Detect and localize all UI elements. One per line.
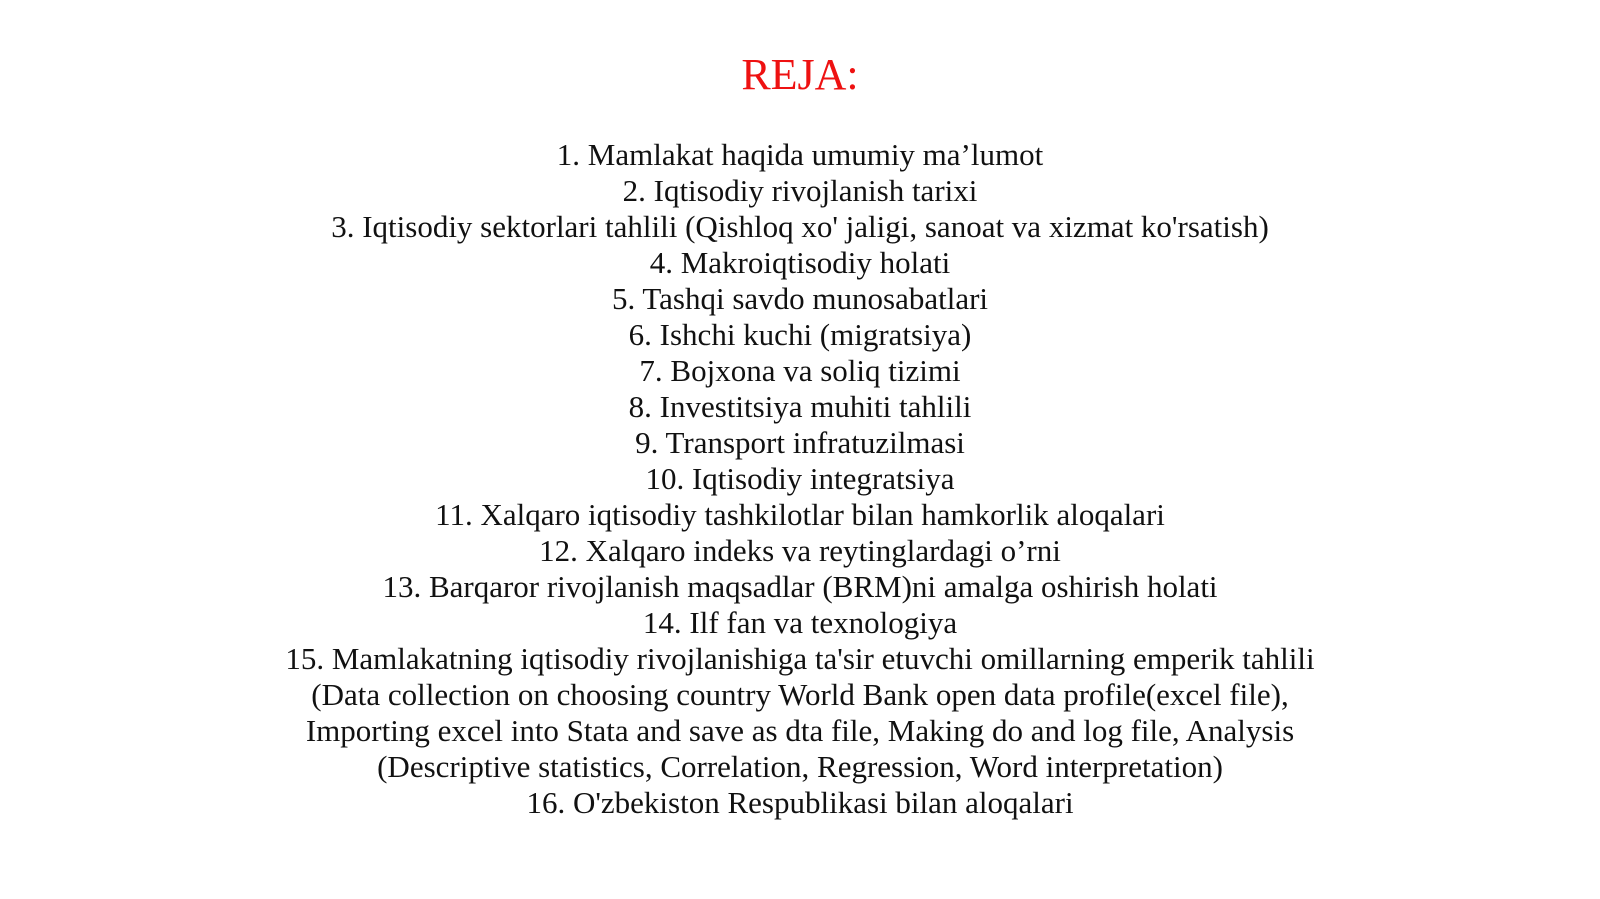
plan-item-continuation: (Data collection on choosing country World Bank open data profile(excel file),	[311, 677, 1289, 712]
plan-item: 2. Iqtisodiy rivojlanish tarixi	[622, 173, 978, 208]
plan-item: 12. Xalqaro indeks va reytinglardagi o’rni	[539, 533, 1061, 568]
plan-item: 16. O'zbekiston Respublikasi bilan aloqalari	[526, 785, 1074, 820]
plan-item: 4. Makroiqtisodiy holati	[649, 245, 951, 280]
slide-title: REJA:	[741, 50, 859, 99]
plan-item: 6. Ishchi kuchi (migratsiya)	[628, 317, 972, 352]
plan-item: 8. Investitsiya muhiti tahlili	[628, 389, 972, 424]
plan-item: 7. Bojxona va soliq tizimi	[639, 353, 961, 388]
plan-list	[100, 137, 1500, 821]
plan-item: 11. Xalqaro iqtisodiy tashkilotlar bilan hamkorlik aloqalari	[435, 497, 1165, 532]
plan-item-continuation: (Descriptive statistics, Correlation, Regression, Word interpretation)	[377, 749, 1223, 784]
plan-item: 1. Mamlakat haqida umumiy ma’lumot	[556, 137, 1044, 172]
plan-item: 9. Transport infratuzilmasi	[635, 425, 965, 460]
plan-item: 15. Mamlakatning iqtisodiy rivojlanishiga ta'sir etuvchi omillarning emperik tahlili	[285, 641, 1315, 676]
plan-item: 13. Barqaror rivojlanish maqsadlar (BRM)ni amalga oshirish holati	[382, 569, 1218, 604]
plan-item: 5. Tashqi savdo munosabatlari	[611, 281, 989, 316]
plan-item: 3. Iqtisodiy sektorlari tahlili (Qishloq xo' jaligi, sanoat va xizmat ko'rsatish)	[331, 209, 1269, 244]
plan-item: 14. Ilf fan va texnologiya	[642, 605, 958, 640]
plan-item-continuation: Importing excel into Stata and save as dta file, Making do and log file, Analysis	[305, 713, 1295, 748]
plan-item: 10. Iqtisodiy integratsiya	[645, 461, 955, 496]
